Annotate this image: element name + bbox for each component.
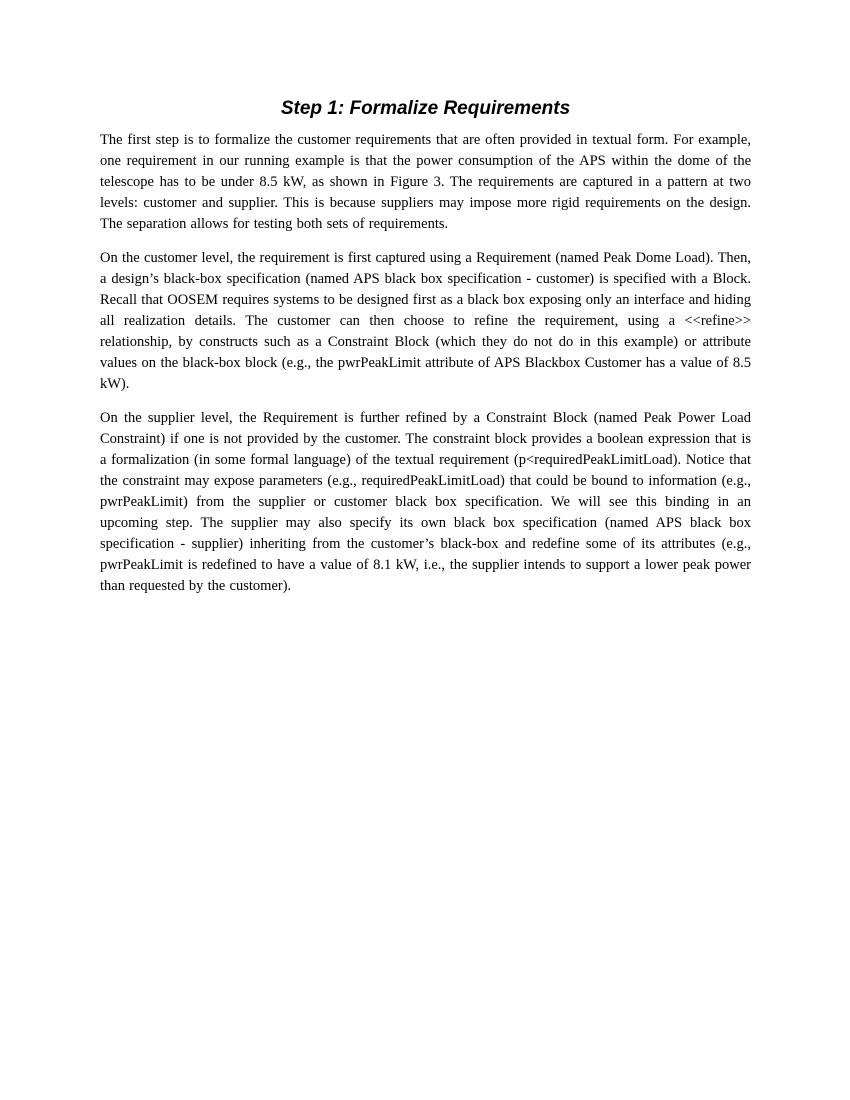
section-title: Step 1: Formalize Requirements — [280, 98, 571, 119]
paragraph-customer-level: On the customer level, the requirement is first captured using a Requirement (named Peak Dome Load). Then, a design’s black-box specification (named APS black box specification - customer) is specified with a Block. Recall that OOSEM requires systems to be designed first as a black box exposing only an interface and hiding all realization details. The customer can then choose to refine the requirement, using a <<refine>> relationship, by constructs such as a Constraint Block (which they do not do in this example) or attribute values on the black-box block (e.g., the pwrPeakLimit attribute of APS Blackbox Customer has a value of 8.5 kW). — [100, 250, 751, 392]
document-page — [100, 98, 751, 610]
paragraph-supplier-level: On the supplier level, the Requirement is further refined by a Constraint Block (named Peak Power Load Constraint) if one is not provided by the customer. The constraint block provides a boolean expression that is a formalization (in some formal language) of the textual requirement (p<requiredPeakLimitLoad). Notice that the constraint may expose parameters (e.g., requiredPeakLimitLoad) that could be bound to information (e.g., pwrPeakLimit) from the supplier or customer black box specification. We will see this binding in an upcoming step. The supplier may also specify its own black box specification (named APS black box specification - supplier) inheriting from the customer’s black-box and redefine some of its attributes (e.g., pwrPeakLimit is redefined to have a value of 8.1 kW, i.e., the supplier intends to support a lower peak power than requested by the customer). — [100, 410, 751, 594]
paragraph-intro: The first step is to formalize the customer requirements that are often provided in textual form. For example, one requirement in our running example is that the power consumption of the APS within the dome of the telescope has to be under 8.5 kW, as shown in Figure 3. The requirements are captured in a pattern at two levels: customer and supplier. This is because suppliers may impose more rigid requirements on the design. The separation allows for testing both sets of requirements. — [100, 132, 751, 232]
